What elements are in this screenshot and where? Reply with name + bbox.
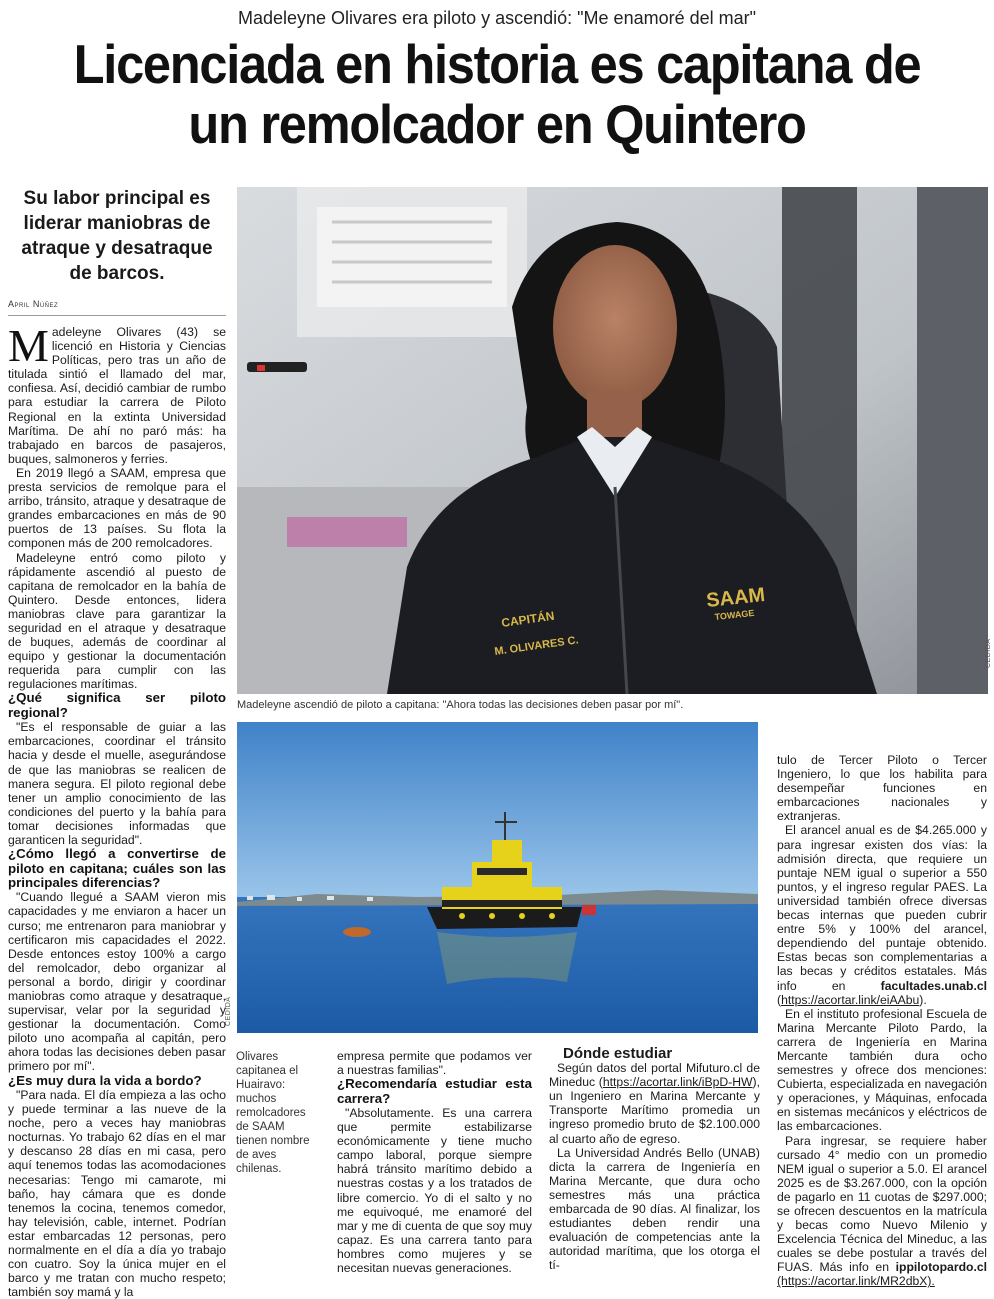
question-3: ¿Es muy dura la vida a bordo? bbox=[8, 1072, 202, 1088]
jacket-name: M. OLIVARES C. bbox=[493, 634, 580, 658]
saam-logo: SAAM bbox=[705, 583, 767, 612]
question-1: ¿Qué significa ser piloto regional? bbox=[8, 690, 226, 720]
photo1-credit: CEDIDA bbox=[985, 638, 992, 668]
unab-site[interactable]: facultades.unab.cl bbox=[880, 978, 988, 993]
intro-paragraph: adeleyne Olivares (43) se licenció en Historia y Ciencias Políticas, pero tras un año de titulada sintió el llamado del mar, confiesa. Así, decidió cambiar de rumbo para estudiar la carrera de Piloto Regional en la extinta Universidad Marítima. De ahí no paró más: ha trabajado en barcos de pasajeros, buques, salmoneros y ferries. bbox=[8, 325, 226, 466]
piloto-pardo-cost-paragraph: Para ingresar, se requiere haber cursado 4° medio con un promedio NEM igual o superior a 5.0. El arancel 2025 es de $3.267.000, con la opción de pagarlo en 11 cuotas de $297.000; se ofrecen descuentos en la matrícula y becas como Nuevo Milenio y Excelencia Técnica del Mineduc, a las cuales se debe postular a través del FUAS. Más info en bbox=[777, 1133, 987, 1275]
question-4: ¿Recomendaría estudiar esta carrera? bbox=[337, 1076, 532, 1106]
headline-line-1: Licenciada en historia es capitana de bbox=[73, 33, 921, 95]
unab-link[interactable]: https://acortar.link/eiAAbu bbox=[781, 992, 920, 1007]
paragraph-saam: En 2019 llegó a SAAM, empresa que presta servicios de remolque para el arribo, tránsito, atraque y desatraque de grandes embarcaciones en más de 90 puertos de 13 países. Su flota la componen más de 200 remolcadores. bbox=[8, 465, 226, 551]
drop-cap: M bbox=[8, 320, 49, 371]
kicker: Madeleyne Olivares era piloto y ascendió: "Me enamoré del mar" bbox=[237, 8, 757, 28]
tugboat-illustration bbox=[237, 722, 758, 1033]
deck: Su labor principal es liderar maniobras de atraque y desatraque de barcos. bbox=[21, 188, 213, 284]
answer-1: "Es el responsable de guiar a las embarcaciones, coordinar el tránsito hacia y desde el muelle, asegurándose de que las maniobras se realicen de manera segura. El piloto regional debe tener un amplio conocimiento de las condiciones del puerto y la bahía para tomar decisiones informadas que garanticen la seguridad". bbox=[8, 720, 226, 847]
study-box-column-2: tulo de Tercer Piloto o Tercer Ingeniero, lo que los habilita para desempeñar funciones en embarcaciones nacionales y extranjeras. El arancel anual es de $4.265.000 y para ingresar existen dos vías: la admisión directa, que requiere un puntaje NEM igual o superior a 550 puntos, y el ingreso regular PAES. La universidad también ofrece diversas becas internas que pueden cubrir entre 5% y 100% del arancel, dependiendo del puntaje obtenido. Estas becas son complementarias a las becas y créditos estatales. Más info en facultades.unab.cl (https://acortar.link/eiAAbu). En el instituto profesional Escuela de Marina Mercante Piloto Pardo, la carrera de Ingeniería en Marina Mercante también dura ocho semestres y ofrece dos menciones: Cubierta, especializada en navegación y operaciones, y Máquinas, enfocada en sistemas mecánicos y eléctricos de las embarcaciones. Para ingresar, se requiere haber cursado 4° medio con un promedio NEM igual o superior a 5.0. El arancel 2025 es de $3.267.000, con la opción de pagarlo en 11 cuotas de $297.000; se ofrecen descuentos en la matrícula y becas como Nuevo Milenio y Excelencia Técnica del Mineduc, a las cuales se debe postular a través del FUAS. Más info en ippilotopardo.cl (https://acortar.link/MR2dbX). bbox=[777, 753, 988, 1289]
study-box-column-1: Dónde estudiar Según datos del portal Mifuturo.cl de Mineduc (https://acortar.link/iBpD-HW), un Ingeniero en Marina Mercante y Transporte Marítimo promedia un ingreso promedio bruto de $2.100.000 al cuarto año de egreso. La Universidad Andrés Bello (UNAB) dicta la carrera de Ingeniería en Marina Mercante, que dura ocho semestres más una práctica embarcada de 90 días. Al finalizar, los estudiantes deben rendir una evaluación de competencias ante la autoridad marítima, que los otorga el tí- bbox=[549, 1045, 760, 1273]
answer-4: "Absolutamente. Es una carrera que permite estabilizarse económicamente y tiene mucho campo laboral, porque siempre habrá tránsito marítimo debido a nuestras costas y a los tratados de libre comercio. Yo di el salto y no me equivoqué, me enamoré del mar y me di cuenta de que soy muy capaz. Es una carrera tanto para hombres como mujeres y se necesitan nuevas generaciones. bbox=[337, 1106, 532, 1276]
article-column-1 bbox=[8, 320, 226, 1299]
mifuturo-link[interactable]: https://acortar.link/iBpD-HW bbox=[602, 1075, 753, 1090]
article-column-3 bbox=[337, 1049, 532, 1276]
byline: April Núñez bbox=[8, 299, 226, 316]
question-2: ¿Cómo llegó a convertirse de piloto en capitana; cuáles son las principales diferencias? bbox=[8, 846, 226, 890]
piloto-pardo-site[interactable]: ippilotopardo.cl bbox=[895, 1260, 988, 1275]
answer-2: "Cuando llegué a SAAM vieron mis capacidades y me enviaron a hacer un curso; me entrenaron para maniobrar y certificaron mis capacidades el 2022. Desde entonces estoy 100% a cargo del remolcador, debo organizar al personal a bordo, dirigir y coordinar maniobras como atraque y desatraque, supervisar, velar por la seguridad y gestionar la documentación. Como piloto uno acompaña al capitán, pero ahora todas las decisiones deben pasar primero por mí". bbox=[8, 890, 226, 1074]
captain-portrait-illustration bbox=[237, 187, 988, 694]
jacket-rank: CAPITÁN bbox=[500, 608, 556, 630]
headline bbox=[40, 34, 954, 154]
saam-logo-sub: TOWAGE bbox=[714, 607, 755, 622]
unab-paragraph: La Universidad Andrés Bello (UNAB) dicta la carrera de Ingeniería en Marina Mercante, que dura ocho semestres más una práctica embarcada de 90 días. Al finalizar, los estudiantes deben rendir una evaluación de competencias ante la autoridad marítima, que los otorga el tí- bbox=[549, 1145, 760, 1273]
headline-line-2: un remolcador en Quintero bbox=[188, 93, 806, 155]
paragraph-career: Madeleyne entró como piloto y rápidamente ascendió al puesto de capitana de remolcador en la bahía de Quintero. Desde entonces, lidera maniobras clave para garantizar la seguridad en el atraque y desatraque de buques, además de coordinar al equipo y gestionar la documentación requerida para cumplir con las regulaciones marítimas. bbox=[8, 550, 226, 692]
title-continued: tulo de Tercer Piloto o Tercer Ingeniero, lo que los habilita para desempeñar funciones en embarcaciones nacionales y extranjeras. bbox=[777, 753, 987, 824]
photo2-credit: CEDIDA bbox=[225, 996, 232, 1026]
piloto-pardo-link[interactable]: (https://acortar.link/MR2dbX). bbox=[777, 1274, 935, 1289]
study-box-title: Dónde estudiar bbox=[563, 1045, 673, 1062]
captain-portrait-photo bbox=[237, 187, 988, 694]
piloto-pardo-paragraph: En el instituto profesional Escuela de Marina Mercante Piloto Pardo, la carrera de Ingeniería en Marina Mercante también dura ocho semestres y ofrece dos menciones: Cubierta, especializada en navegación y operaciones, y Máquinas, enfocada en sistemas mecánicos y eléctricos de las embarcaciones. bbox=[777, 1006, 987, 1134]
photo2-caption: Olivares capitanea el Huairavo: muchos remolcadores de SAAM tienen nombre de aves chilenas. bbox=[236, 1051, 310, 1175]
photo1-caption: Madeleyne ascendió de piloto a capitana: "Ahora todas las decisiones deben pasar por mí". bbox=[237, 699, 684, 711]
tugboat-photo bbox=[237, 722, 758, 1033]
answer-3: "Para nada. El día empieza a las ocho y puede terminar a las nueve de la noche, pero a veces hay maniobras nocturnas. Yo trabajo 62 días en el mar y descanso 28 días en mi casa, pero aquí tenemos todas las acomodaciones necesarias: Tengo mi camarote, mi baño, hay cámara que es donde tenemos la cocina, tenemos comedor, hay televisión, cable, internet. Podrían estar embarcadas 12 personas, pero normalmente en el día a día yo trabajo con cuatro. Soy la única mujer en el barco y me tratan con mucho respeto; también soy mamá y la bbox=[8, 1087, 226, 1299]
unab-cost-paragraph: El arancel anual es de $4.265.000 y para ingresar existen dos vías: la admisión directa, que requiere un puntaje NEM igual o superior a 550 puntos, y el ingreso regular PAES. La universidad también ofrece diversas becas internas que pueden cubrir entre 5% y 100% del arancel, dependiendo del puntaje obtenido. Estas becas son complementarias a las becas y créditos estatales. Más info en bbox=[777, 823, 987, 993]
continued-paragraph: empresa permite que podamos ver a nuestras familias". bbox=[337, 1049, 532, 1078]
